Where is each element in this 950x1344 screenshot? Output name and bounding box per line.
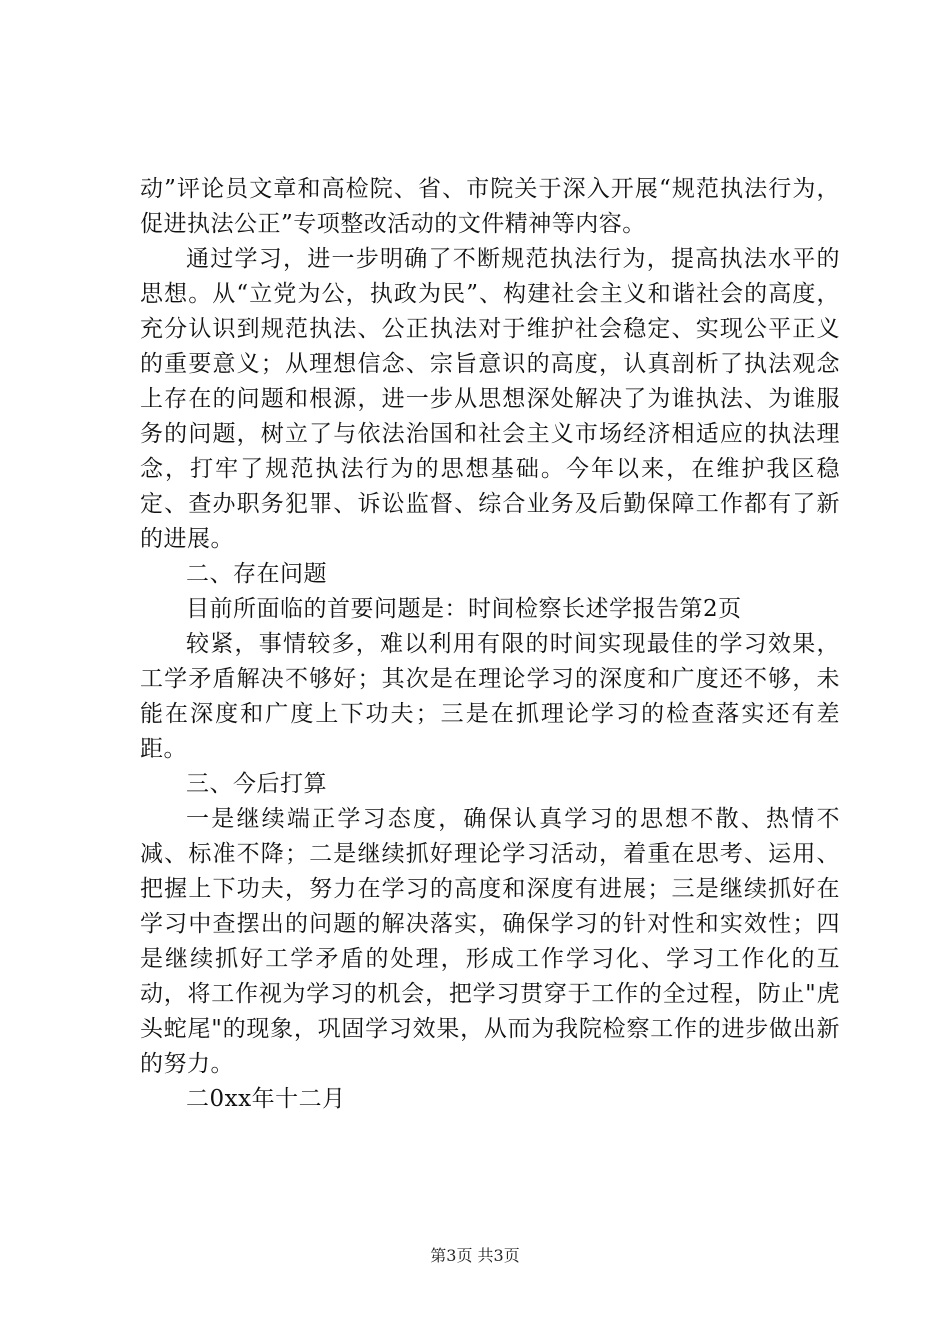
paragraph-main-problem-intro: 目前所面临的首要问题是：时间检察长述学报告第2页 bbox=[186, 596, 742, 622]
document-body bbox=[140, 172, 840, 1117]
section-heading-plans: 三、今后打算 bbox=[186, 771, 327, 797]
page-footer: 第3页 共3页 bbox=[430, 1246, 520, 1265]
paragraph-problems-detail: 较紧，事情较多，难以利用有限的时间实现最佳的学习效果，工学矛盾解决不够好；其次是在理论学习的深度和广度还不够，未能在深度和广度上下功夫；三是在抓理论学习的检查落实还有差距。 bbox=[140, 631, 840, 762]
section-heading-problems: 二、存在问题 bbox=[186, 561, 327, 587]
paragraph-continuation: 动”评论员文章和高检院、省、市院关于深入开展“规范执法行为，促进执法公正”专项整改活动的文件精神等内容。 bbox=[140, 176, 840, 237]
paragraph-plans-detail: 一是继续端正学习态度，确保认真学习的思想不散、热情不减、标准不降；二是继续抓好理论学习活动，着重在思考、运用、把握上下功夫，努力在学习的高度和深度有进展；三是继续抓好在学习中查摆出的问题的解决落实，确保学习的针对性和实效性；四是继续抓好工学矛盾的处理，形成工作学习化、学习工作化的互动，将工作视为学习的机会，把学习贯穿于工作的全过程，防止"虎头蛇尾"的现象，巩固学习效果，从而为我院检察工作的进步做出新的努力。 bbox=[140, 806, 840, 1077]
document-date: 二0xx年十二月 bbox=[186, 1086, 346, 1112]
paragraph-study-results: 通过学习，进一步明确了不断规范执法行为，提高执法水平的思想。从“立党为公，执政为民”、构建社会主义和谐社会的高度，充分认识到规范执法、公正执法对于维护社会稳定、实现公平正义的重要意义；从理想信念、宗旨意识的高度，认真剖析了执法观念上存在的问题和根源，进一步从思想深处解决了为谁执法、为谁服务的问题，树立了与依法治国和社会主义市场经济相适应的执法理念，打牢了规范执法行为的思想基础。今年以来，在维护我区稳定、查办职务犯罪、诉讼监督、综合业务及后勤保障工作都有了新的进展。 bbox=[140, 246, 840, 552]
